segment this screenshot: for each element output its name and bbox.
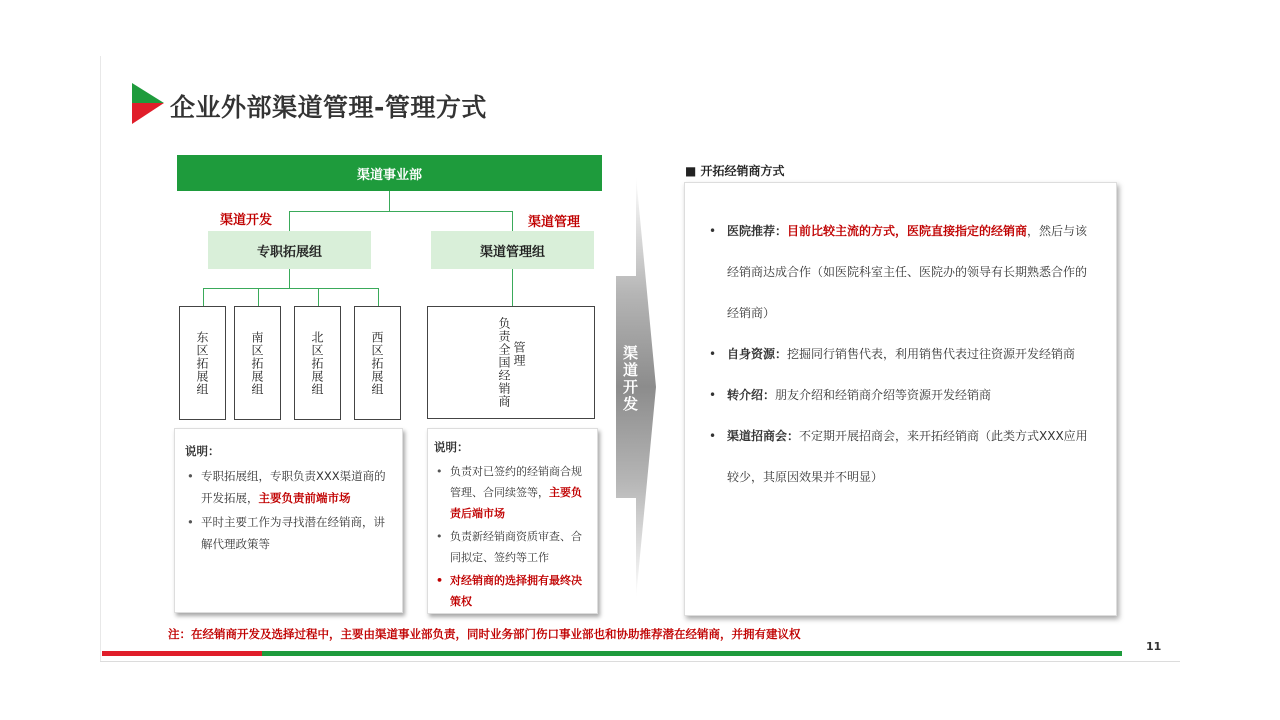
connector-line [289,211,513,212]
note-heading: 说明： [434,440,469,454]
national-dealer-mgmt-box [427,306,595,419]
note-item: • 平时主要工作为寻找潜在经销商，讲解代理政策等 [185,511,392,555]
region-label: 南区拓展组 [250,330,264,396]
connector-line [289,269,290,288]
connector-line [289,211,290,231]
connector-line [318,288,319,306]
region-box-west [354,306,401,420]
note-item: • 专职拓展组，专职负责XXX渠道商的开发拓展，主要负责前端市场 [185,465,392,509]
note-item: • 对经销商的选择拥有最终决策权 [434,570,591,612]
method-item: • 转介绍：朋友介绍和经销商介绍等资源开发经销商 [707,375,1092,416]
arrow-label: 渠道开发 [621,345,639,413]
method-item: • 渠道招商会：不定期开展招商会，来开拓经销商（此类方式XXX应用较少，其原因效果并不明显） [707,416,1092,498]
method-item: • 自身资源：挖掘同行销售代表，利用销售代表过往资源开发经销商 [707,334,1092,375]
group-box-channel-mgmt: 渠道管理组 [431,231,594,269]
connector-line [512,211,513,231]
note-item: • 负责对已签约的经销商合规管理、合同续签等，主要负责后端市场 [434,461,591,524]
connector-line [258,288,259,306]
logo-triangle-icon [130,82,164,124]
region-box-south [234,306,281,420]
connector-line [389,191,390,211]
region-label: 北区拓展组 [310,330,324,396]
slide-bottom-edge [100,661,1180,662]
page-title: 企业外部渠道管理-管理方式 [170,93,487,122]
mgmt-box-text: 管理 [512,341,526,367]
group-box-dedicated: 专职拓展组 [208,231,371,269]
right-note-box [427,428,598,614]
mgmt-box-text: 负责全国经销商 [497,317,511,408]
footer-bar-red [102,651,262,656]
department-box: 渠道事业部 [177,155,602,191]
branch-label-right: 渠道管理 [528,215,581,230]
page-number: 11 [1146,640,1162,653]
methods-heading: ■ 开拓经销商方式 [685,164,785,178]
slide-left-edge [100,56,101,662]
note-item: • 负责新经销商资质审查、合同拟定、签约等工作 [434,526,591,568]
method-item: • 医院推荐：目前比较主流的方式，医院直接指定的经销商，然后与该经销商达成合作（如医院科室主任、医院办的领导有长期熟悉合作的经销商） [707,211,1092,334]
methods-box [684,182,1117,616]
connector-line [378,288,379,306]
region-label: 东区拓展组 [195,330,209,396]
region-box-north [294,306,341,420]
left-note-box [174,428,403,613]
note-heading: 说明： [185,444,220,458]
region-label: 西区拓展组 [370,330,384,396]
region-box-east [179,306,226,420]
footnote: 注：在经销商开发及选择过程中，主要由渠道事业部负责，同时业务部门伤口事业部也和协助推荐潜在经销商，并拥有建议权 [168,627,801,641]
connector-line [203,288,378,289]
connector-line [512,269,513,306]
connector-line [203,288,204,306]
branch-label-left: 渠道开发 [220,213,273,228]
footer-bar-green [262,651,1122,656]
